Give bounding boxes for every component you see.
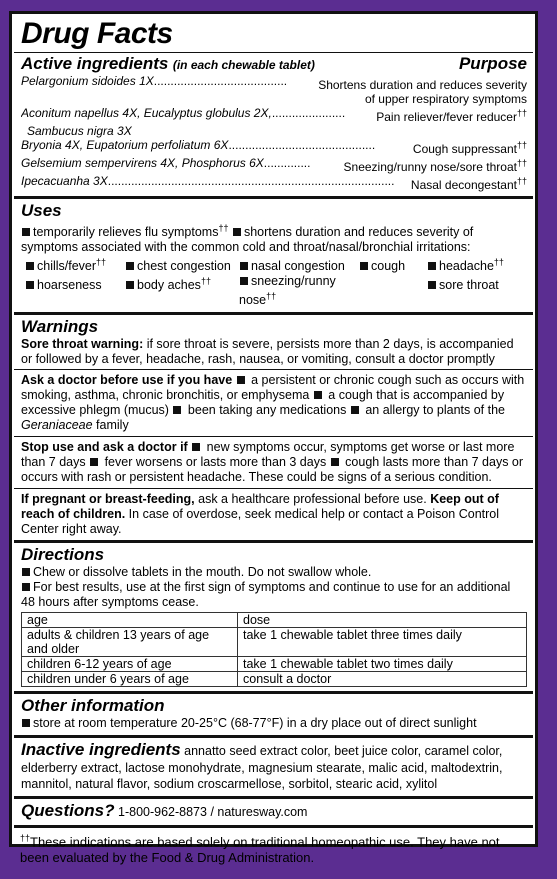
ingredient-name: Bryonia 4X, Eupatorium perfoliatum 6X [21, 138, 229, 152]
active-ingredient-row-continued [21, 124, 527, 138]
bullet-icon [26, 262, 34, 270]
symptom-label: nasal congestion [251, 259, 345, 274]
bullet-icon [192, 443, 200, 451]
bullet-icon [314, 391, 322, 399]
table-row [22, 628, 527, 657]
footnote-mark: †† [516, 108, 527, 118]
storage-instruction: store at room temperature 20-25°C (68-77°F) in a dry place out of direct sunlight [33, 716, 477, 731]
symptom-item [427, 274, 507, 308]
dose-cell: take 1 chewable tablet three times daily [238, 628, 527, 657]
inactive-ingredients-heading: Inactive ingredients [21, 740, 181, 760]
bullet-icon [428, 281, 436, 289]
ingredient-name: Aconitum napellus 4X, Eucalyptus globulus 2X, [21, 106, 272, 120]
stop-use-item: fever worsens or lasts more than 3 days [101, 455, 330, 470]
directions-item [21, 565, 527, 580]
uses-item: shortens duration and reduces severity of [243, 225, 474, 240]
uses-item: temporarily relieves flu symptoms [33, 225, 219, 240]
symptom-label: chills/fever [37, 259, 97, 274]
homeopathic-footnote [14, 825, 533, 867]
symptom-label: chest congestion [137, 259, 231, 274]
symptom-item [125, 274, 235, 308]
age-cell: children 6-12 years of age [22, 657, 238, 672]
ask-doctor-label: Ask a doctor before use if you have [21, 373, 233, 388]
bullet-icon [428, 262, 436, 270]
symptom-label: cough [371, 259, 406, 274]
table-header-cell: dose [238, 613, 527, 628]
bullet-icon [240, 262, 248, 270]
active-ingredient-row [21, 138, 527, 156]
keep-out-text: In case of overdose, seek medical help or contact a Poison Control Center right away. [21, 507, 500, 537]
ask-doctor-item: a persistent or chronic cough such as occurs with smoking, asthma, chronic bronchitis, or emphysema [21, 373, 525, 403]
ingredient-purpose: Cough suppressant [412, 142, 517, 156]
bullet-icon [331, 458, 339, 466]
questions-heading: Questions? [21, 801, 115, 821]
bullet-icon [22, 568, 30, 576]
dosage-table [21, 612, 527, 687]
footnote-mark: †† [516, 140, 527, 150]
website-link[interactable]: naturesway.com [217, 805, 308, 820]
ingredient-purpose: Shortens duration and reduces severity [318, 78, 527, 92]
active-ingredients-note: (in each chewable tablet) [172, 58, 315, 72]
bullet-icon [351, 406, 359, 414]
symptom-item [359, 255, 423, 274]
ingredient-purpose: Nasal decongestant [410, 178, 517, 192]
age-cell: children under 6 years of age [22, 672, 238, 687]
drug-facts-title: Drug Facts [21, 17, 173, 50]
purpose-heading: Purpose [458, 54, 527, 73]
footnote-mark: †† [20, 833, 31, 844]
footnote-mark: †† [493, 257, 504, 268]
symptom-list [21, 255, 527, 308]
leader-dots: ........................................ [153, 74, 288, 88]
bullet-icon [233, 228, 241, 236]
sore-throat-text: if sore throat is severe, persists more than 2 days, is accompanied or followed by a fever, headache, rash, nausea, or vomiting, consult a doctor promptly [21, 337, 514, 367]
directions-heading: Directions [21, 545, 105, 565]
phone-number[interactable]: 1-800-962-8873 [118, 805, 207, 820]
other-information-section [14, 691, 533, 735]
ingredient-purpose: Sneezing/runny nose/sore throat [343, 160, 517, 174]
ingredient-name: Ipecacuanha 3X [21, 174, 108, 188]
bullet-icon [26, 281, 34, 289]
ingredient-name [21, 92, 27, 106]
sore-throat-warning [21, 337, 527, 367]
footnote-mark: †† [516, 158, 527, 168]
symptom-item [25, 274, 121, 308]
uses-text [21, 221, 527, 255]
ask-doctor-warning [14, 369, 533, 434]
ask-doctor-item: been taking any medications [184, 403, 350, 418]
stop-use-item: new symptoms occur, symptoms get worse or last more than 7 days [21, 440, 515, 470]
active-ingredients-section [14, 52, 533, 192]
age-cell: adults & children 13 years of age and older [22, 628, 238, 657]
stop-use-item: cough lasts more than 7 days or occurs with rash or persistent headache. These could be signs of a serious condition. [21, 455, 524, 485]
inactive-ingredients-section [14, 735, 533, 796]
uses-heading: Uses [21, 201, 62, 220]
active-ingredient-row-continued [21, 92, 527, 106]
leader-dots: .............. [263, 156, 311, 170]
symptom-label: body aches [137, 278, 201, 293]
leader-dots: ...................................................................................... [107, 174, 395, 188]
bullet-icon [22, 719, 30, 727]
bullet-icon [126, 281, 134, 289]
directions-item [21, 580, 527, 610]
warnings-heading: Warnings [21, 317, 99, 337]
symptom-item [239, 274, 355, 308]
uses-section [14, 196, 533, 312]
keep-out-label: Keep out of reach of children. [21, 492, 499, 522]
bullet-icon [90, 458, 98, 466]
directions-text: For best results, use at the first sign of symptoms and continue to use for an additional 48 hours after symptoms cease. [21, 580, 511, 610]
ask-doctor-item: family [92, 418, 129, 433]
dose-cell: consult a doctor [238, 672, 527, 687]
other-information-heading: Other information [21, 696, 165, 716]
bullet-icon [22, 228, 30, 236]
footnote-mark: †† [218, 223, 229, 233]
ask-doctor-item: an allergy to plants of the [361, 403, 505, 418]
inactive-ingredients-text: annatto seed extract color, beet juice color, caramel color, elderberry extract, lactose monohydrate, magnesium stearate, malic acid, maltodextrin, mannitol, natural flavor, sodium croscarmellose, sorbitol, stearic acid, xylitol [21, 744, 503, 792]
dose-cell: take 1 chewable tablet two times daily [238, 657, 527, 672]
ingredient-purpose: of upper respiratory symptoms [364, 92, 527, 106]
ingredient-name: Pelargonium sidoides 1X [21, 74, 154, 88]
active-ingredient-row [21, 174, 527, 192]
table-row [22, 657, 527, 672]
active-ingredient-row [21, 74, 527, 92]
pregnancy-label: If pregnant or breast-feeding, [21, 492, 195, 507]
table-header-cell: age [22, 613, 238, 628]
warnings-section [14, 312, 533, 540]
bullet-icon [240, 277, 248, 285]
stop-use-warning [14, 436, 533, 486]
stop-use-label: Stop use and ask a doctor if [21, 440, 188, 455]
questions-section [14, 796, 533, 825]
bullet-icon [22, 583, 30, 591]
separator: / [206, 805, 218, 820]
symptom-item [239, 255, 355, 274]
table-row [22, 672, 527, 687]
directions-text: Chew or dissolve tablets in the mouth. Do not swallow whole. [33, 565, 372, 580]
leader-dots: ............................................ [228, 138, 376, 152]
sore-throat-label: Sore throat warning: [21, 337, 144, 352]
footnote-mark: †† [516, 176, 527, 186]
directions-section [14, 540, 533, 691]
symptom-item [125, 255, 235, 274]
footnote-text: These indications are based solely on traditional homeopathic use. They have not been evaluated by the Food & Drug Administration. [20, 834, 500, 865]
symptom-item [427, 255, 507, 274]
storage-text [21, 716, 527, 731]
drug-facts-panel [9, 11, 538, 865]
bullet-icon [126, 262, 134, 270]
bullet-icon [360, 262, 368, 270]
leader-dots: ...................... [271, 106, 346, 120]
bullet-icon [173, 406, 181, 414]
symptom-label: sore throat [439, 278, 499, 293]
symptom-label: headache [439, 259, 494, 274]
pregnancy-warning [14, 488, 533, 538]
symptom-item [25, 255, 121, 274]
active-ingredients-list [21, 74, 527, 192]
active-ingredients-heading: Active ingredients [21, 54, 169, 73]
ingredient-name: Gelsemium sempervirens 4X, Phosphorus 6X [21, 156, 264, 170]
active-ingredient-row [21, 156, 527, 174]
ingredient-purpose: Pain reliever/fever reducer [376, 110, 517, 124]
plant-family: Geraniaceae [21, 418, 93, 433]
symptom-label: hoarseness [37, 278, 102, 293]
symptom-label: sneezing/runny nose [239, 274, 336, 308]
footnote-mark: †† [96, 257, 107, 268]
active-ingredient-row [21, 106, 527, 124]
pregnancy-text: ask a healthcare professional before use. [194, 492, 431, 507]
uses-item: symptoms associated with the common cold and throat/nasal/bronchial irritations: [21, 240, 471, 255]
table-header-row [22, 613, 527, 628]
footnote-mark: †† [200, 276, 211, 287]
symptom-item [359, 274, 423, 308]
ask-doctor-item: a cough that is accompanied by excessive phlegm (mucus) [21, 388, 505, 418]
drug-facts-header [14, 14, 533, 196]
bullet-icon [237, 376, 245, 384]
ingredient-name: Sambucus nigra 3X [27, 124, 132, 138]
footnote-mark: †† [266, 291, 277, 302]
